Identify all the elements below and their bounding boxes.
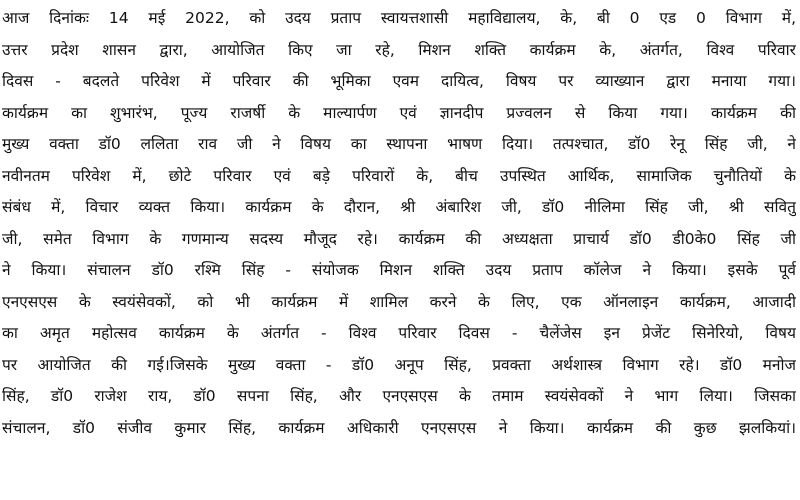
- text-line: ने किया। संचालन डॉ0 रश्मि सिंह - संयोजक मिशन शक्ति उदय प्रताप कॉलेज ने किया। इसके पूर्व: [2, 261, 796, 279]
- text-line: नवीनतम परिवेश में, छोटे परिवार एवं बड़े परिवारों के, बीच उपस्थित आर्थिक, सामाजिक चुनौतियों के: [2, 166, 796, 185]
- text-line: एनएसएस के स्वयंसेवकों, को भी कार्यक्रम में शामिल करने के लिए, एक ऑनलाइन कार्यक्रम, आजादी: [2, 292, 796, 311]
- text-line: उत्तर प्रदेश शासन द्वारा, आयोजित किए जा रहे, मिशन शक्ति कार्यक्रम के, अंतर्गत, विश्व परिवार: [2, 40, 796, 59]
- text-line: दिवस - बदलते परिवेश में परिवार की भूमिका एवम दायित्व, विषय पर व्याख्यान द्वारा मनाया गया।: [2, 72, 796, 90]
- text-line: संचालन, डॉ0 संजीव कुमार सिंह, कार्यक्रम अधिकारी एनएसएस ने किया। कार्यक्रम की कुछ झलकियां।: [2, 418, 796, 437]
- text-line: सिंह, डॉ0 राजेश राय, डॉ0 सपना सिंह, और एनएसएस के तमाम स्वयंसेवकों ने भाग लिया। जिसका: [2, 387, 796, 405]
- text-line: आज दिनांकः 14 मई 2022, को उदय प्रताप स्वायत्तशासी महाविद्यालय, के, बी 0 एड 0 विभाग में,: [2, 9, 796, 27]
- text-line: जी, समेत विभाग के गणमान्य सदस्य मौजूद रहे। कार्यक्रम की अध्यक्षता प्राचार्य डॉ0 डी0के0 सिंह जी: [2, 229, 796, 248]
- text-line: कार्यक्रम का शुभारंभ, पूज्य राजर्षी के माल्यार्पण एवं ज्ञानदीप प्रज्वलन से किया गया। कार्यक्रम की: [2, 103, 796, 122]
- text-line: संबंध में, विचार व्यक्त किया। कार्यक्रम के दौरान, श्री अंबारिश जी, डॉ0 नीलिमा सिंह जी, श्री सवितु: [2, 198, 796, 216]
- text-line: पर आयोजित की गई।जिसके मुख्य वक्ता - डॉ0 अनूप सिंह, प्रवक्ता अर्थशास्त्र विभाग रहे। डॉ0 मनोज: [2, 355, 796, 374]
- text-line: मुख्य वक्ता डॉ0 ललिता राव जी ने विषय का स्थापना भाषण दिया। तत्पश्चात, डॉ0 रेनू सिंह जी, ने: [2, 135, 796, 153]
- document-body: [2, 3, 796, 444]
- text-line: का अमृत महोत्सव कार्यक्रम के अंतर्गत - विश्व परिवार दिवस - चैलेंजेस इन प्रेजेंट सिनेरियो, विषय: [2, 324, 796, 342]
